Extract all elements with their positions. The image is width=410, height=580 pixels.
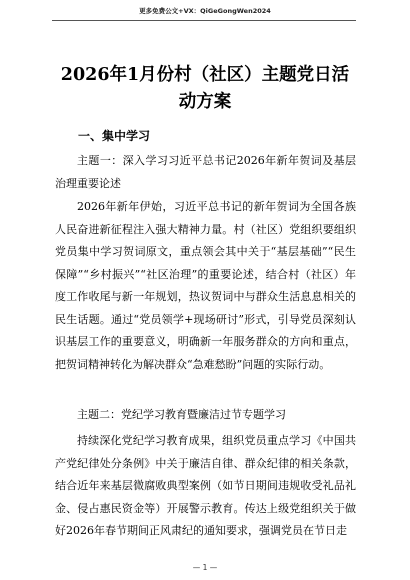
section-heading: 一、集中学习 [78, 129, 151, 143]
page-number: — 1 — [192, 563, 218, 572]
header-divider [52, 20, 356, 21]
topic-one-paragraph: 2026年新年伊始，习近平总书记的新年贺词为全国各族人民奋进新征程注入强大精神力量。村（社区）党组织要组织党员集中学习贺词原文，重点领会其中关于“基层基础”“民生保障”“乡村振兴”“社区治理”的重要论述，结合村（社区）年度工作收尾与新一年规划，热议贺词中与群众生活息息相关的民生话题。通过“党员领学+现场研讨”形式，引导党员深刻认识基层工作的重要意义，明确新一年服务群众的方向和重点，把贺词精神转化为解决群众“急难愁盼”问题的实际行动。 [55, 200, 356, 371]
topic-two-paragraph: 持续深化党纪学习教育成果，组织党员重点学习《中国共产党纪律处分条例》中关于廉洁自律、群众纪律的相关条款，结合近年来基层微腐败典型案例（如节日期间违规收受礼品礼金、侵占惠民资金等）开展警示教育。传达上级党组织关于做好2026年春节期间正风肃纪的通知要求，强调党员在节日走 [55, 434, 356, 537]
topic-two-heading: 主题二：党纪学习教育暨廉洁过节专题学习 [77, 408, 286, 421]
page-header: 更多免费公文+VX：QiGeGongWen2024 [139, 7, 271, 15]
document-title: 2026年1月份村（社区）主题党日活动方案 [60, 65, 350, 112]
topic-one-heading: 主题一：深入学习习近平总书记2026年新年贺词及基层治理重要论述 [55, 154, 356, 190]
